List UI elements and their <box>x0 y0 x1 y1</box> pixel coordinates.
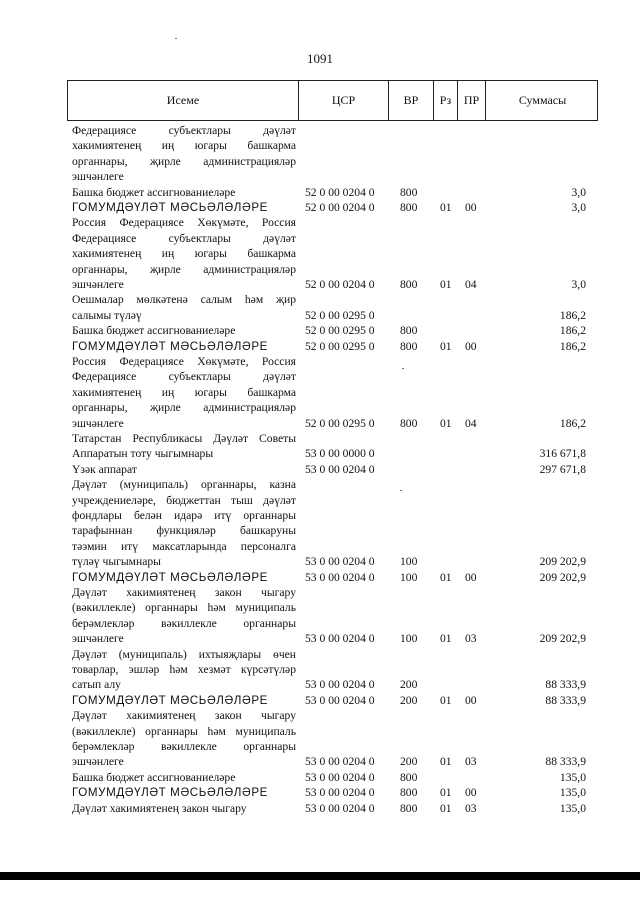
row-name-line: (вәкиллекле) органнары һәм муниципаль <box>72 601 296 615</box>
row-pr: 03 <box>465 801 477 815</box>
row-rz: 01 <box>440 632 452 646</box>
scan-border <box>0 872 640 880</box>
row-pr: 04 <box>465 416 477 430</box>
row-name-line: ГОМУМДӘҮЛӘТ МӘСЬӘЛӘЛӘРЕ <box>72 786 268 800</box>
row-pr: 00 <box>465 201 477 214</box>
table-row <box>0 292 640 323</box>
row-name <box>72 339 296 354</box>
page-number: 1091 <box>307 51 333 66</box>
row-rz: 01 <box>440 570 452 584</box>
row-sum: 297 671,8 <box>539 462 586 476</box>
row-csr: 52 0 00 0295 0 <box>305 339 375 353</box>
row-name-line: Россия Федерациясе Хөкүмәте, Россия <box>72 355 296 368</box>
row-sum: 186,2 <box>559 324 586 338</box>
row-sum: 186,2 <box>559 416 586 430</box>
row-sum: 316 671,8 <box>539 447 586 461</box>
row-name-line: Башка бюджет ассигнованиеләре <box>72 324 236 338</box>
scan-speck <box>175 38 177 39</box>
row-rz: 01 <box>440 693 452 707</box>
row-name-line: тәэмин итү максатларында персоналга <box>72 539 296 553</box>
row-sum: 209 202,9 <box>539 632 586 646</box>
scan-speck <box>402 368 404 369</box>
row-csr: 52 0 00 0295 0 <box>305 308 375 322</box>
row-csr: 52 0 00 0295 0 <box>305 416 375 430</box>
row-name-line: тарафыннан функцияләр башкаруны <box>72 524 296 538</box>
row-name <box>72 200 296 215</box>
table-row <box>0 785 640 800</box>
table-row <box>0 477 640 569</box>
row-sum: 186,2 <box>559 339 586 353</box>
scan-speck <box>400 490 402 491</box>
table-header <box>67 80 598 121</box>
row-csr: 53 0 00 0204 0 <box>305 693 375 707</box>
row-sum: 135,0 <box>559 801 586 815</box>
row-csr: 53 0 00 0204 0 <box>305 570 375 584</box>
row-name <box>72 570 296 585</box>
table-row <box>0 339 640 354</box>
table-row <box>0 585 640 647</box>
row-name-line: эшчәнлеге <box>72 632 124 646</box>
table-row <box>0 647 640 693</box>
row-sum: 3,0 <box>571 201 586 214</box>
row-csr: 52 0 00 0204 0 <box>305 185 375 199</box>
row-vr: 800 <box>400 786 418 800</box>
row-name <box>72 708 296 770</box>
row-name <box>72 770 296 785</box>
row-name-line: эшчәнлеге <box>72 278 124 292</box>
row-pr: 00 <box>465 693 477 707</box>
row-name <box>72 785 296 800</box>
row-name-line: Башка бюджет ассигнованиеләре <box>72 770 236 784</box>
row-vr: 800 <box>400 801 418 815</box>
row-name-line: эшчәнлеге <box>72 755 124 769</box>
row-sum: 88 333,9 <box>545 678 586 692</box>
row-name <box>72 123 296 185</box>
row-vr: 800 <box>400 277 418 291</box>
table-row <box>0 693 640 708</box>
row-rz: 01 <box>440 201 452 214</box>
row-name-line: Аппаратын тоту чыгымнары <box>72 447 214 461</box>
row-pr: 03 <box>465 755 477 769</box>
row-csr: 52 0 00 0295 0 <box>305 324 375 338</box>
row-name <box>72 215 296 292</box>
row-vr: 800 <box>400 770 418 784</box>
row-csr: 53 0 00 0204 0 <box>305 755 375 769</box>
row-name-line: органнары, җирле администрацияләр <box>72 401 296 415</box>
row-vr: 800 <box>400 416 418 430</box>
row-csr: 52 0 00 0204 0 <box>305 201 375 214</box>
row-name-line: Дәүләт (муниципаль) органнары, казна <box>72 478 296 492</box>
row-sum: 209 202,9 <box>539 555 586 569</box>
row-name-line: хакимиятенең иң югары башкарма <box>72 139 296 153</box>
row-name <box>72 292 296 323</box>
row-vr: 800 <box>400 201 418 214</box>
header-vr: ВР <box>388 81 433 120</box>
row-name <box>72 477 296 569</box>
row-name-line: Федерациясе субъектлары дәүләт <box>72 370 296 384</box>
row-vr: 800 <box>400 339 418 353</box>
row-pr: 03 <box>465 632 477 646</box>
row-name-line: ГОМУМДӘҮЛӘТ МӘСЬӘЛӘЛӘРЕ <box>72 570 268 584</box>
row-name <box>72 354 296 431</box>
table-row <box>0 431 640 462</box>
row-name <box>72 431 296 462</box>
row-name-line: эшчәнлеге <box>72 416 124 430</box>
table-row <box>0 215 640 292</box>
row-name-line: Дәүләт хакимиятенең закон чыгару <box>72 801 247 815</box>
row-name-line: Федерациясе субъектлары дәүләт <box>72 124 296 137</box>
row-name-line: фондлары белән идарә итү органнары <box>72 509 296 522</box>
row-name <box>72 585 296 647</box>
header-rz: Рз <box>433 81 457 120</box>
row-csr: 52 0 00 0204 0 <box>305 277 375 291</box>
row-name <box>72 462 296 477</box>
row-name-line: Үзәк аппарат <box>72 462 137 476</box>
row-csr: 53 0 00 0204 0 <box>305 555 375 569</box>
row-vr: 100 <box>400 570 418 584</box>
row-name-line: хакимиятенең иң югары башкарма <box>72 247 296 261</box>
row-name <box>72 801 296 816</box>
row-rz: 01 <box>440 416 452 430</box>
row-name-line: учреждениеләре, бюджеттан тыш дәүләт <box>72 493 296 507</box>
row-sum: 135,0 <box>559 770 586 784</box>
row-csr: 53 0 00 0204 0 <box>305 801 375 815</box>
table-row <box>0 570 640 585</box>
row-rz: 01 <box>440 277 452 291</box>
table-row <box>0 123 640 185</box>
table-row <box>0 708 640 770</box>
row-csr: 53 0 00 0204 0 <box>305 786 375 800</box>
row-vr: 200 <box>400 693 418 707</box>
row-name-line: Дәүләт (муниципаль) ихтыяҗлары өчен <box>72 647 296 661</box>
row-name-line: берәмлекләр вәкиллекле органнары <box>72 616 296 630</box>
row-name-line: сатып алу <box>72 678 121 692</box>
row-name-line: ГОМУМДӘҮЛӘТ МӘСЬӘЛӘЛӘРЕ <box>72 339 268 353</box>
row-name-line: ГОМУМДӘҮЛӘТ МӘСЬӘЛӘЛӘРЕ <box>72 693 268 707</box>
row-name-line: берәмлекләр вәкиллекле органнары <box>72 740 296 753</box>
row-sum: 3,0 <box>571 277 586 291</box>
header-name: Исеме <box>166 93 200 107</box>
header-csr: ЦСР <box>298 81 388 120</box>
row-name-line: хакимиятенең иң югары башкарма <box>72 385 296 399</box>
table-row <box>0 200 640 215</box>
row-sum: 3,0 <box>571 185 586 199</box>
table-row <box>0 323 640 338</box>
row-csr: 53 0 00 0204 0 <box>305 632 375 646</box>
row-name-line: түләү чыгымнары <box>72 555 161 569</box>
row-name-line: салымы түләү <box>72 308 142 322</box>
row-rz: 01 <box>440 786 452 800</box>
row-vr: 100 <box>400 632 418 646</box>
row-rz: 01 <box>440 755 452 769</box>
header-pr: ПР <box>457 81 485 120</box>
row-vr: 200 <box>400 678 418 692</box>
row-csr: 53 0 00 0000 0 <box>305 447 375 461</box>
row-name-line: Федерациясе субъектлары дәүләт <box>72 231 296 245</box>
row-name-line: ГОМУМДӘҮЛӘТ МӘСЬӘЛӘЛӘРЕ <box>72 201 268 214</box>
table-row <box>0 770 640 785</box>
row-sum: 186,2 <box>559 308 586 322</box>
row-sum: 88 333,9 <box>545 755 586 769</box>
row-pr: 00 <box>465 570 477 584</box>
table-row <box>0 801 640 816</box>
row-name <box>72 185 296 200</box>
table-row <box>0 185 640 200</box>
row-pr: 00 <box>465 786 477 800</box>
row-name <box>72 647 296 693</box>
row-vr: 200 <box>400 755 418 769</box>
header-sum: Суммасы <box>485 81 599 120</box>
row-name-line: Башка бюджет ассигнованиеләре <box>72 185 236 199</box>
row-pr: 00 <box>465 339 477 353</box>
table-row <box>0 462 640 477</box>
row-name-line: Татарстан Республикасы Дәүләт Советы <box>72 432 296 445</box>
row-name-line: (вәкиллекле) органнары һәм муниципаль <box>72 724 296 738</box>
row-vr: 800 <box>400 324 418 338</box>
row-name-line: Россия Федерациясе Хөкүмәте, Россия <box>72 216 296 230</box>
row-name-line: товарлар, эшләр һәм хезмәт күрсәтүләр <box>72 663 296 676</box>
row-name-line: органнары, җирле администрацияләр <box>72 262 296 276</box>
row-sum: 209 202,9 <box>539 570 586 584</box>
row-csr: 53 0 00 0204 0 <box>305 462 375 476</box>
row-csr: 53 0 00 0204 0 <box>305 678 375 692</box>
table-row <box>0 354 640 431</box>
row-name-line: Оешмалар мөлкәтенә салым һәм җир <box>72 293 296 307</box>
row-name <box>72 323 296 338</box>
row-name <box>72 693 296 708</box>
row-pr: 04 <box>465 277 477 291</box>
row-name-line: эшчәнлеге <box>72 170 124 184</box>
row-name-line: Дәүләт хакимиятенең закон чыгару <box>72 709 296 723</box>
row-rz: 01 <box>440 339 452 353</box>
row-sum: 88 333,9 <box>545 693 586 707</box>
row-sum: 135,0 <box>559 786 586 800</box>
row-csr: 53 0 00 0204 0 <box>305 770 375 784</box>
row-name-line: Дәүләт хакимиятенең закон чыгару <box>72 586 296 599</box>
row-vr: 100 <box>400 555 418 569</box>
row-rz: 01 <box>440 801 452 815</box>
row-vr: 800 <box>400 185 418 199</box>
row-name-line: органнары, җирле администрацияләр <box>72 154 296 168</box>
